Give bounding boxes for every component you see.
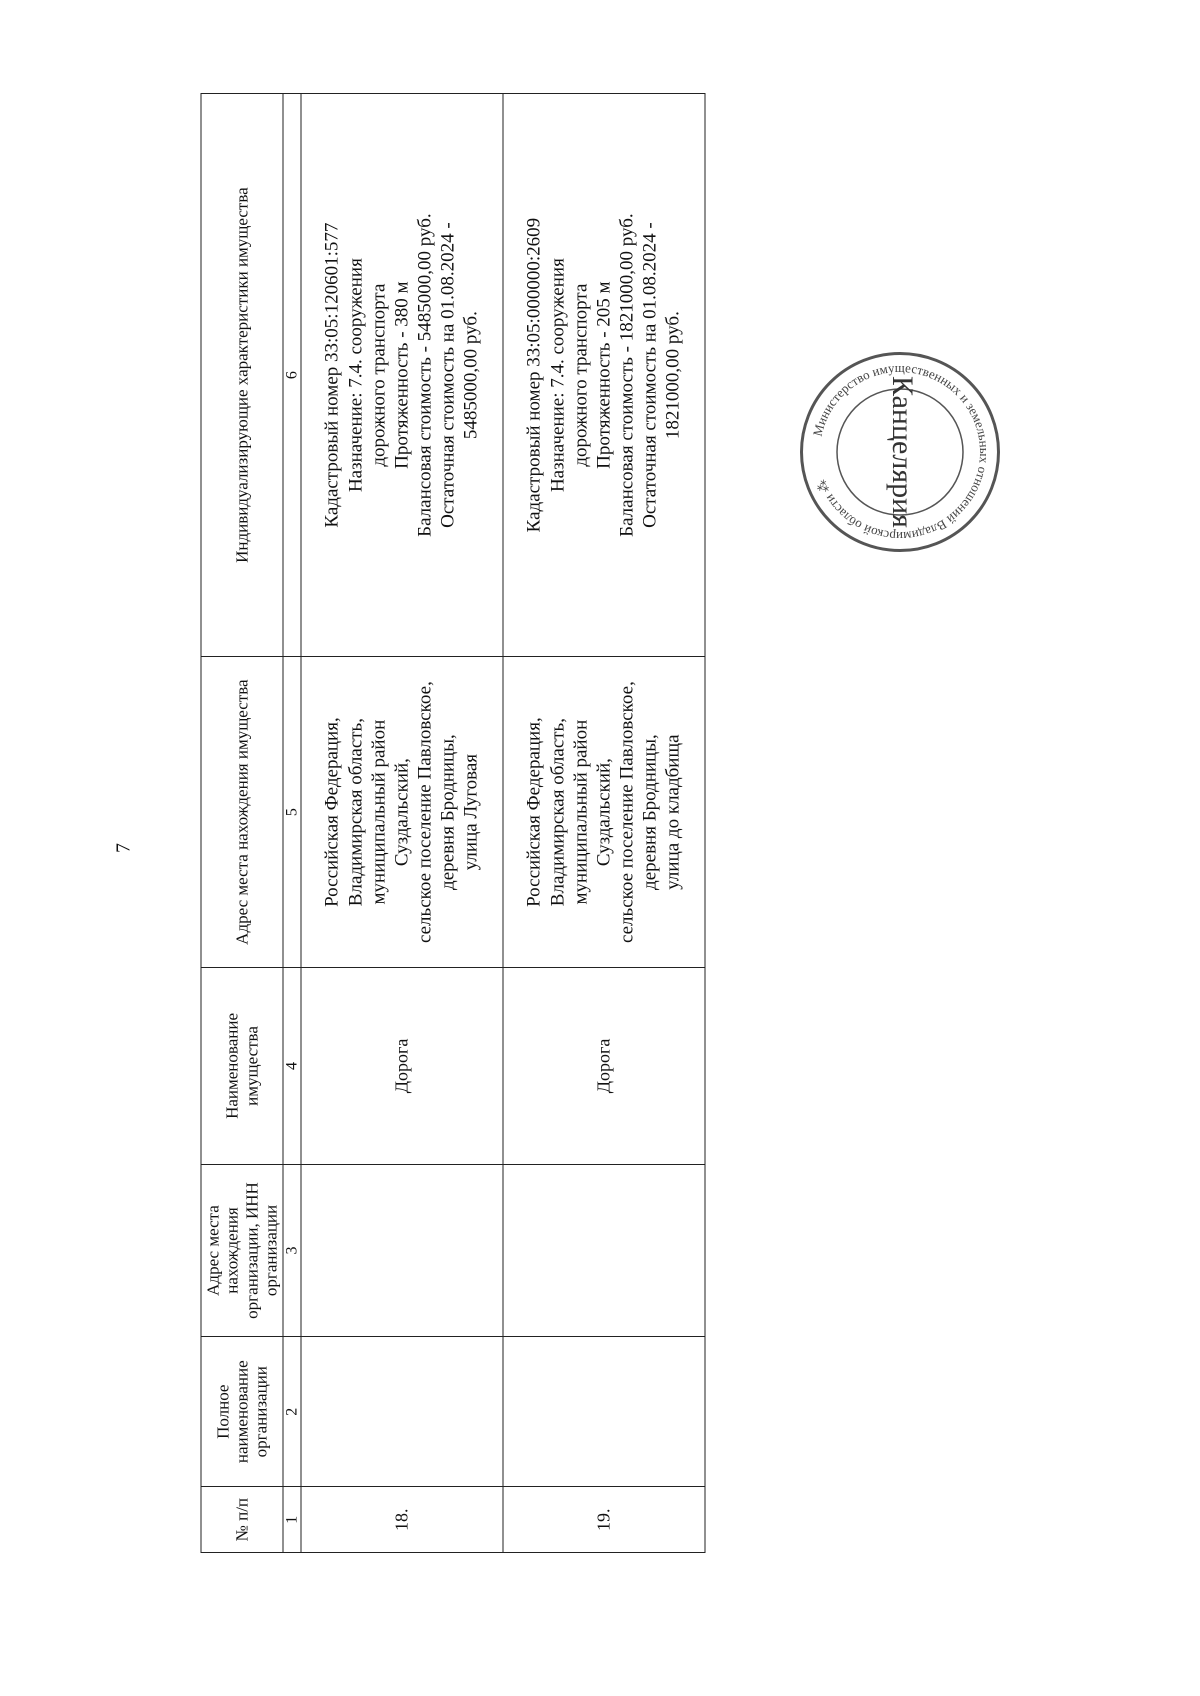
address-line: Владимирская область,: [547, 718, 569, 907]
address-line: деревня Бродницы,: [437, 734, 459, 890]
column-number: 6: [283, 94, 301, 657]
property-table: [201, 93, 706, 1553]
address-line: муниципальный район: [570, 719, 592, 905]
address-line: Российская Федерация,: [321, 717, 343, 907]
characteristics-cell: [503, 94, 705, 657]
property-table-wrapper: [201, 93, 706, 1553]
column-number: 5: [283, 657, 301, 968]
org-address-cell: [301, 1164, 503, 1336]
characteristic-line: Балансовая стоимость - 5485000,00 руб.: [414, 213, 436, 537]
header-cell: Индивидуализирующие характеристики имущества: [201, 94, 283, 657]
seal-center-text: Канцелярия: [886, 376, 920, 528]
property-name-cell: Дорога: [503, 967, 705, 1164]
address-line: Российская Федерация,: [523, 717, 545, 907]
characteristic-line: дорожного транспорта: [570, 283, 592, 467]
characteristic-line: Балансовая стоимость - 1821000,00 руб.: [616, 213, 638, 537]
property-address-cell: [301, 657, 503, 968]
characteristic-line: Остаточная стоимость на 01.08.2024 -: [639, 222, 661, 528]
characteristic-line: Остаточная стоимость на 01.08.2024 -: [437, 222, 459, 528]
row-number: 18.: [301, 1487, 503, 1553]
page-number: 7: [112, 843, 135, 853]
column-number: 4: [283, 967, 301, 1164]
characteristic-line: Кадастровый номер 33:05:120601:577: [321, 222, 343, 528]
property-name-cell: Дорога: [301, 967, 503, 1164]
address-line: деревня Бродницы,: [639, 734, 661, 890]
address-line: улица Луговая: [460, 753, 482, 871]
table-row: [503, 94, 705, 1553]
org-name-cell: [503, 1337, 705, 1487]
header-cell: Наименование имущества: [201, 967, 283, 1164]
seal-ring-text: Министерство имущественных и земельных отношений Владимирской области ⁂: [809, 359, 993, 545]
org-address-cell: [503, 1164, 705, 1336]
characteristic-line: Кадастровый номер 33:05:000000:2609: [523, 217, 545, 533]
column-number: 2: [283, 1337, 301, 1487]
address-line: сельское поселение Павловское,: [414, 681, 436, 944]
characteristic-line: Назначение: 7.4. сооружения: [547, 258, 569, 493]
header-cell: Адрес места нахождения имущества: [201, 657, 283, 968]
office-seal: [800, 352, 1000, 552]
address-line: Суздальский,: [391, 758, 413, 867]
property-address-cell: [503, 657, 705, 968]
table-row: [301, 94, 503, 1553]
header-cell: № п/п: [201, 1487, 283, 1553]
characteristic-line: дорожного транспорта: [368, 283, 390, 467]
org-name-cell: [301, 1337, 503, 1487]
characteristic-line: Назначение: 7.4. сооружения: [345, 258, 367, 493]
characteristic-line: Протяженность - 205 м: [593, 281, 615, 469]
characteristic-line: 1821000,00 руб.: [662, 311, 684, 440]
characteristics-cell: [301, 94, 503, 657]
column-number-row: [283, 94, 301, 1553]
header-row: [201, 94, 283, 1553]
characteristic-line: Протяженность - 380 м: [391, 281, 413, 469]
header-cell: Адрес места нахождения организации, ИНН организации: [201, 1164, 283, 1336]
address-line: муниципальный район: [368, 719, 390, 905]
row-number: 19.: [503, 1487, 705, 1553]
column-number: 3: [283, 1164, 301, 1336]
address-line: Суздальский,: [593, 758, 615, 867]
address-line: улица до кладбища: [662, 734, 684, 890]
address-line: сельское поселение Павловское,: [616, 681, 638, 944]
header-cell: Полное наименование организации: [201, 1337, 283, 1487]
characteristic-line: 5485000,00 руб.: [460, 311, 482, 440]
seal-graphic: [800, 352, 1000, 552]
column-number: 1: [283, 1487, 301, 1553]
address-line: Владимирская область,: [345, 718, 367, 907]
